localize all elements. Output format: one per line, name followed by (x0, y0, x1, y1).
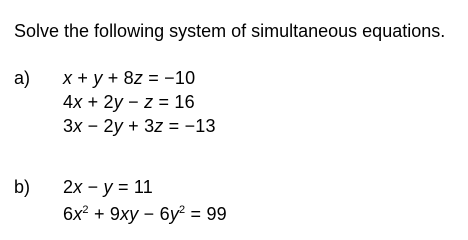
instruction-text: Solve the following system of simultaneous equations. (14, 21, 446, 41)
part-b-equation-2: $6x^2 + 9xy - 6y^2 = 99$ (63, 204, 227, 224)
part-a-equation-3: 3x − 2y + 3z = −13 (63, 116, 216, 136)
part-b-label: b) (14, 177, 31, 197)
part-a-label: a) (14, 68, 31, 88)
part-a-equation-1: x + y + 8z = −10 (63, 68, 196, 88)
part-a-equation-2: 4x + 2y − z = 16 (63, 92, 195, 112)
part-b-equation-1: 2x − y = 11 (63, 177, 153, 197)
